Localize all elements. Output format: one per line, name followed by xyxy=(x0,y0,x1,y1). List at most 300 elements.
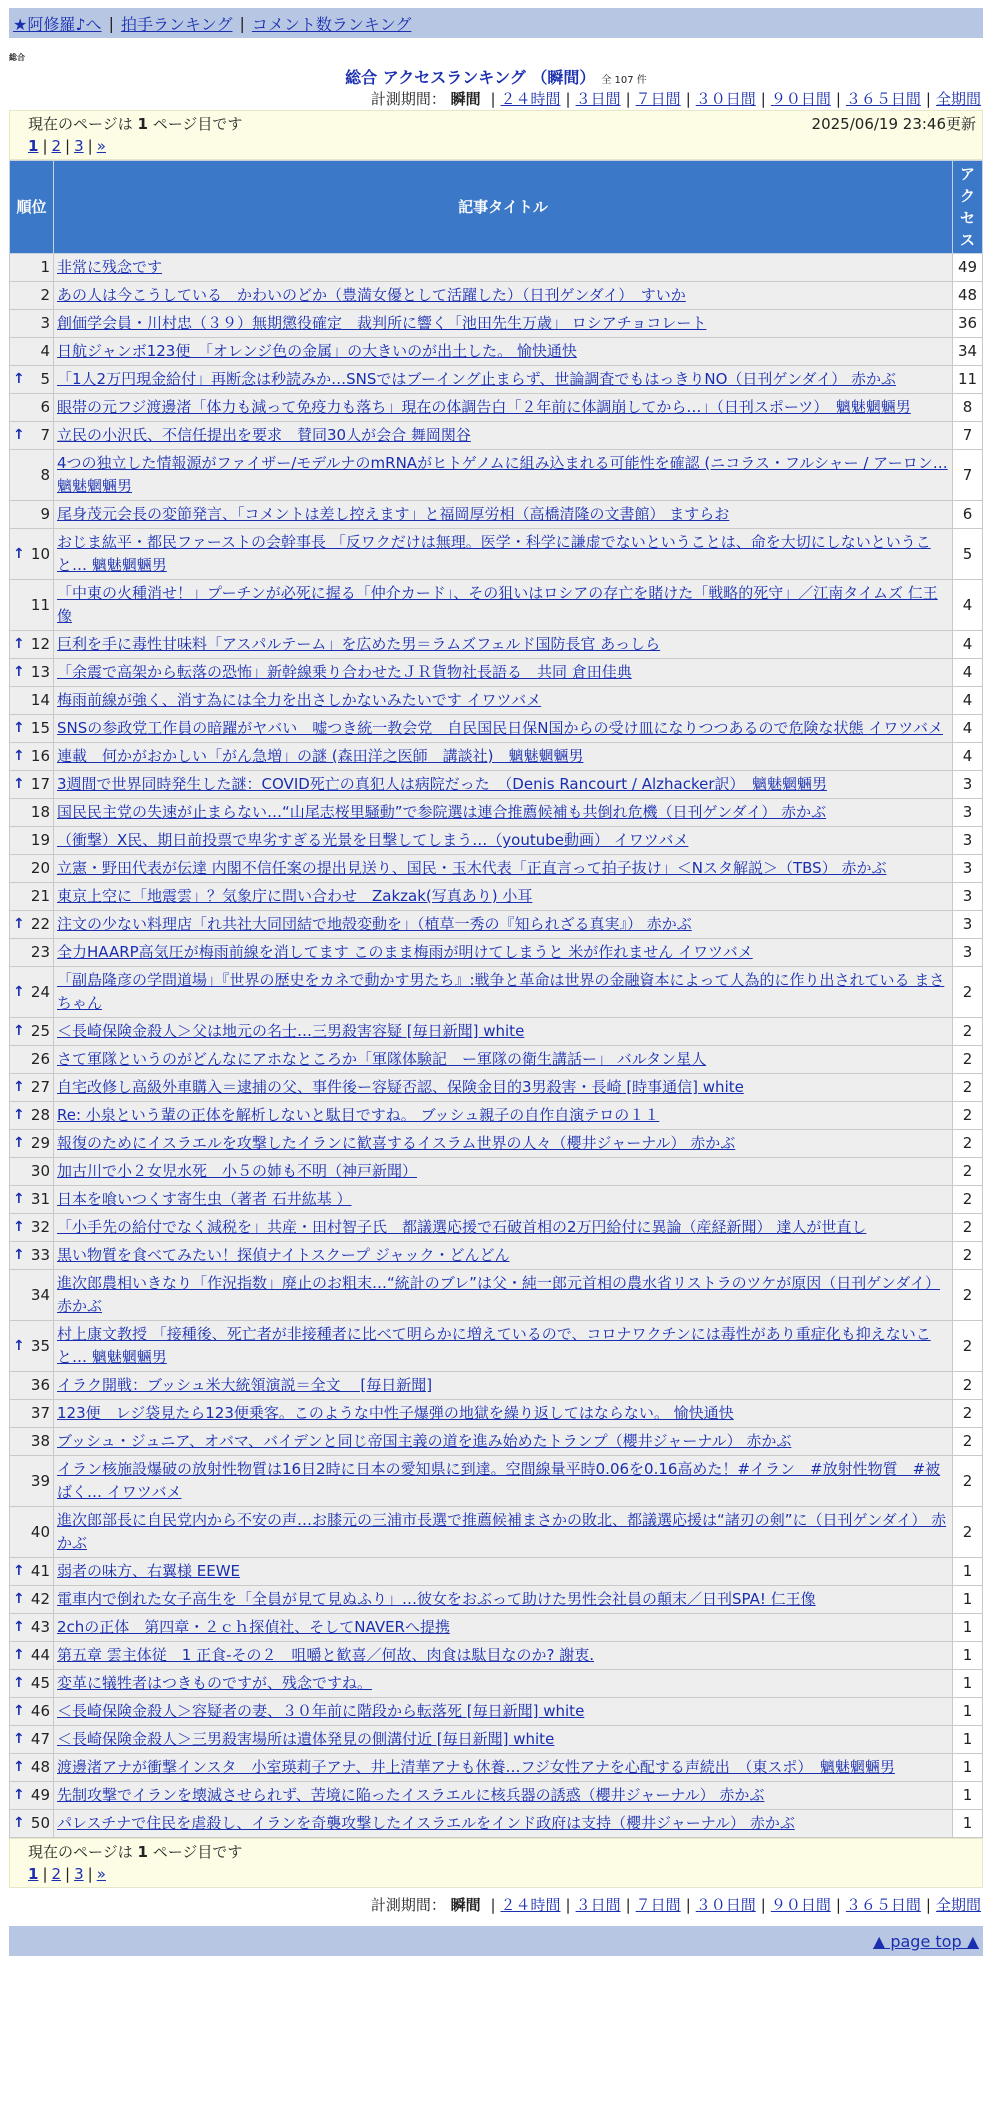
article-title-link[interactable]: 日本を喰いつくす寄生虫（著者 石井紘基 ） xyxy=(57,1190,352,1208)
rank-cell xyxy=(10,1018,54,1046)
table-row xyxy=(10,1158,983,1186)
rank-number: 21 xyxy=(30,887,50,905)
rank-cell xyxy=(10,1558,54,1586)
rank-number: 40 xyxy=(30,1522,50,1541)
title-cell xyxy=(54,422,953,450)
rank-up-arrow-icon: ↑ xyxy=(13,1247,25,1263)
table-row xyxy=(10,631,983,659)
title-cell xyxy=(54,743,953,771)
article-title-link[interactable]: 自宅改修し高級外車購入＝逮捕の父、事件後ー容疑否認、保険金目的3男殺害・長崎 [時事通信] white xyxy=(57,1078,744,1096)
rank-up-arrow-icon: ↑ xyxy=(13,983,25,1000)
applause-ranking-link[interactable]: 拍手ランキング xyxy=(120,14,233,34)
access-count: 2 xyxy=(953,1046,983,1074)
rank-number: 44 xyxy=(30,1646,50,1664)
table-row xyxy=(10,1698,983,1726)
rank-cell xyxy=(10,1158,54,1186)
ranking-rows xyxy=(10,254,983,1838)
category-label: 総合 xyxy=(9,53,25,62)
table-row xyxy=(10,827,983,855)
article-title-link[interactable]: おじま紘平・都民ファーストの会幹事長 「反ワクだけは無理。医学・科学に謙虚でないということは、命を大切にしないということ… 魑魅魍魎男 xyxy=(57,533,931,574)
rank-cell xyxy=(10,883,54,911)
title-cell xyxy=(54,1586,953,1614)
rank-number: 19 xyxy=(30,831,50,849)
page-info-bottom xyxy=(9,1838,983,1888)
rank-up-arrow-icon: ↑ xyxy=(13,1647,25,1663)
title-cell xyxy=(54,967,953,1018)
article-title-link[interactable]: 「余震で高架から転落の恐怖」新幹線乗り合わせたＪＲ貨物社長語る 共同 倉田佳典 xyxy=(57,663,632,681)
access-count: 48 xyxy=(953,282,983,310)
period-current: 瞬間 xyxy=(450,90,481,108)
article-title-link[interactable]: 東京上空に「地震雲」？気象庁に問い合わせ Zakzak(写真あり) 小耳 xyxy=(57,887,533,905)
article-title-link[interactable]: 「小手先の給付でなく減税を」共産・田村智子氏 都議選応援で石破首相の2万円給付に異論（産経新聞） 達人が世直し xyxy=(57,1218,867,1236)
rank-up-arrow-icon: ↑ xyxy=(13,1219,25,1235)
rank-up-arrow-icon: ↑ xyxy=(13,664,25,680)
access-count: 2 xyxy=(953,1186,983,1214)
title-cell xyxy=(54,1018,953,1046)
title-cell xyxy=(54,1074,953,1102)
access-count: 3 xyxy=(953,827,983,855)
table-row xyxy=(10,338,983,366)
article-title-link[interactable]: 連載 何かがおかしい「がん急増」の謎 (森田洋之医師 講談社) 魑魅魍魎男 xyxy=(57,747,584,765)
title-cell xyxy=(54,1726,953,1754)
period-option-link[interactable]: ７日間 xyxy=(635,1896,681,1914)
rank-cell xyxy=(10,1130,54,1158)
home-link[interactable]: ★阿修羅♪へ xyxy=(13,14,102,34)
article-title-link[interactable]: 非常に残念です xyxy=(57,258,163,276)
article-title-link[interactable]: 第五章 雲主体従 1 正食-その２ 咀嚼と歓喜／何故、肉食は駄目なのか? 謝衷. xyxy=(57,1646,594,1664)
table-row xyxy=(10,1372,983,1400)
access-count: 3 xyxy=(953,855,983,883)
header-rank: 順位 xyxy=(10,161,54,254)
access-count: 1 xyxy=(953,1614,983,1642)
rank-number: 11 xyxy=(30,595,50,614)
access-count: 3 xyxy=(953,883,983,911)
rank-cell xyxy=(10,1074,54,1102)
table-row xyxy=(10,911,983,939)
article-title-link[interactable]: 黒い物質を食べてみたい！探偵ナイトスクープ ジャック・どんどん xyxy=(57,1246,510,1264)
period-current: 瞬間 xyxy=(450,1896,481,1914)
period-separator: | xyxy=(625,1896,631,1914)
title-cell xyxy=(54,338,953,366)
access-count: 2 xyxy=(953,1242,983,1270)
rank-cell xyxy=(10,659,54,687)
article-title-link[interactable]: 2chの正体 第四章・２ｃｈ探偵社、そしてNAVERへ提携 xyxy=(57,1618,450,1636)
rank-cell xyxy=(10,394,54,422)
article-title-link[interactable]: 弱者の味方、右翼様 EEWE xyxy=(57,1562,241,1580)
period-option-link[interactable]: ３０日間 xyxy=(695,1896,756,1914)
period-separator: | xyxy=(565,1896,571,1914)
access-count: 49 xyxy=(953,254,983,282)
article-title-link[interactable]: 変革に犠牲者はつきものですが、残念ですね。 xyxy=(57,1674,373,1692)
pager-bottom xyxy=(28,1863,976,1885)
rank-number: 34 xyxy=(30,1285,50,1304)
rank-up-arrow-icon: ↑ xyxy=(13,1703,25,1719)
rank-number: 24 xyxy=(30,982,50,1001)
period-option-link[interactable]: ３日間 xyxy=(575,1896,621,1914)
rank-number: 38 xyxy=(30,1432,50,1450)
period-separator: | xyxy=(490,90,496,108)
title-cell xyxy=(54,687,953,715)
access-count: 4 xyxy=(953,743,983,771)
pager-separator: | xyxy=(65,1865,71,1883)
title-cell xyxy=(54,1558,953,1586)
ranking-count: 全 107 件 xyxy=(601,75,647,86)
period-label: 計測期間： xyxy=(370,90,446,108)
article-title-link[interactable]: 4つの独立した情報源がファイザー/モデルナのmRNAがヒトゲノムに組み込まれる可能性を確認 (ニコラス・フルシャー / アーロン… 魑魅魍魎男 xyxy=(57,454,948,495)
table-row xyxy=(10,1456,983,1507)
access-count: 2 xyxy=(953,1456,983,1507)
table-row xyxy=(10,1074,983,1102)
rank-cell xyxy=(10,771,54,799)
pager-top xyxy=(28,135,976,157)
article-title-link[interactable]: ＜長崎保険金殺人＞容疑者の妻、３０年前に階段から転落死 [毎日新聞] white xyxy=(57,1702,585,1720)
pager-page-link[interactable]: 3 xyxy=(74,1865,84,1883)
rank-cell xyxy=(10,1586,54,1614)
ranking-title xyxy=(9,68,983,88)
access-count: 1 xyxy=(953,1670,983,1698)
table-row xyxy=(10,1102,983,1130)
access-count: 8 xyxy=(953,394,983,422)
article-title-link[interactable]: 立憲・野田代表が伝達 内閣不信任案の提出見送り、国民・玉木代表「正直言って拍子抜け」＜Nスタ解説＞（TBS） 赤かぶ xyxy=(57,859,887,877)
ranking-title-text: 総合 アクセスランキング （瞬間） xyxy=(345,68,596,87)
access-count: 1 xyxy=(953,1810,983,1838)
rank-number: 18 xyxy=(30,803,50,821)
rank-number: 42 xyxy=(30,1590,50,1608)
rank-cell xyxy=(10,1400,54,1428)
rank-up-arrow-icon: ↑ xyxy=(13,371,25,387)
access-count: 2 xyxy=(953,1372,983,1400)
rank-number: 26 xyxy=(30,1050,50,1068)
header-title: 記事タイトル xyxy=(54,161,953,254)
rank-number: 43 xyxy=(30,1618,50,1636)
nav-separator: | xyxy=(239,13,245,33)
title-cell xyxy=(54,1242,953,1270)
article-title-link[interactable]: 眼帯の元フジ渡邊渚「体力も減って免疫力も落ち」現在の体調告白「２年前に体調崩してから…」（日刊スポーツ） 魑魅魍魎男 xyxy=(57,398,911,416)
period-options xyxy=(485,1896,981,1914)
rank-cell xyxy=(10,715,54,743)
title-cell xyxy=(54,1456,953,1507)
pager-separator: | xyxy=(87,137,93,155)
title-cell xyxy=(54,366,953,394)
article-title-link[interactable]: 電車内で倒れた女子高生を「全員が見て見ぬふり」…彼女をおぶって助けた男性会社員の顛末／日刊SPA! 仁王像 xyxy=(57,1590,816,1608)
period-option-link[interactable]: ３６５日間 xyxy=(845,1896,921,1914)
period-option-link[interactable]: ３６５日間 xyxy=(845,90,921,108)
rank-number: 37 xyxy=(30,1404,50,1422)
rank-number: 1 xyxy=(40,258,50,276)
table-row xyxy=(10,743,983,771)
period-option-link[interactable]: ７日間 xyxy=(635,90,681,108)
article-title-link[interactable]: 進次郎農相いきなり「作況指数」廃止のお粗末…“統計のブレ”は父・純一郎元首相の農水省リストラのツケが原因（日刊ゲンダイ） 赤かぶ xyxy=(57,1274,940,1315)
rank-number: 3 xyxy=(40,314,50,332)
rank-cell xyxy=(10,1614,54,1642)
ranking-table xyxy=(9,160,983,1838)
title-cell xyxy=(54,827,953,855)
article-title-link[interactable]: （衝撃）X民、期日前投票で卑劣すぎる光景を目撃してしまう…（youtube動画） イワツバメ xyxy=(57,831,689,849)
title-cell xyxy=(54,450,953,501)
rank-cell xyxy=(10,338,54,366)
table-row xyxy=(10,394,983,422)
article-title-link[interactable]: 「1人2万円現金給付」再断念は秒読みか…SNSではブーイング止まらず、世論調査でもはっきりNO（日刊ゲンダイ） 赤かぶ xyxy=(57,370,897,388)
article-title-link[interactable]: 報復のためにイスラエルを攻撃したイランに歓喜するイスラム世界の人々（櫻井ジャーナル） 赤かぶ xyxy=(57,1134,736,1152)
article-title-link[interactable]: あの人は今こうしている かわいのどか（豊満女優として活躍した）（日刊ゲンダイ） すいか xyxy=(57,286,686,304)
article-title-link[interactable]: 123便 レジ袋見たら123便乗客。このような中性子爆弾の地獄を繰り返してはならない。 愉快通快 xyxy=(57,1404,734,1422)
rank-cell xyxy=(10,799,54,827)
period-option-link[interactable]: ９０日間 xyxy=(770,90,831,108)
rank-up-arrow-icon: ↑ xyxy=(13,427,25,443)
title-cell xyxy=(54,631,953,659)
period-separator: | xyxy=(925,90,931,108)
table-row xyxy=(10,1400,983,1428)
rank-cell xyxy=(10,911,54,939)
rank-number: 33 xyxy=(30,1246,50,1264)
title-cell xyxy=(54,659,953,687)
pager-page-link[interactable]: 1 xyxy=(28,137,39,155)
period-separator: | xyxy=(490,1896,496,1914)
article-title-link[interactable]: 尾身茂元会長の変節発言、「コメントは差し控えます」と福岡厚労相（高橋清隆の文書館） ますらお xyxy=(57,505,730,523)
rank-cell xyxy=(10,254,54,282)
table-row xyxy=(10,1428,983,1456)
rank-up-arrow-icon: ↑ xyxy=(13,1675,25,1691)
rank-cell xyxy=(10,1726,54,1754)
top-nav-bar xyxy=(9,8,983,38)
title-cell xyxy=(54,1046,953,1074)
rank-cell xyxy=(10,529,54,580)
access-count: 1 xyxy=(953,1754,983,1782)
access-count: 4 xyxy=(953,687,983,715)
table-row xyxy=(10,580,983,631)
article-title-link[interactable]: ブッシュ・ジュニア、オバマ、バイデンと同じ帝国主義の道を進み始めたトランプ（櫻井ジャーナル） 赤かぶ xyxy=(57,1432,792,1450)
access-count: 2 xyxy=(953,967,983,1018)
period-option-link[interactable]: 全期間 xyxy=(935,1896,981,1914)
table-row xyxy=(10,1782,983,1810)
rank-cell xyxy=(10,1428,54,1456)
article-title-link[interactable]: 創価学会員・川村忠（３９）無期懲役確定 裁判所に響く「池田先生万歳」 ロシアチョコレート xyxy=(57,314,707,332)
article-title-link[interactable]: 梅雨前線が強く、消す為には全力を出さしかないみたいです イワツバメ xyxy=(57,691,542,709)
article-title-link[interactable]: パレスチナで住民を虐殺し、イランを奇襲攻撃したイスラエルをインド政府は支持（櫻井ジャーナル） 赤かぶ xyxy=(57,1814,795,1832)
updated-timestamp: 2025/06/19 23:46更新 xyxy=(811,115,976,133)
rank-number: 35 xyxy=(30,1336,50,1355)
article-title-link[interactable]: 注文の少ない料理店「れ共社大同団結で地殻変動を」（植草一秀の『知られざる真実』） 赤かぶ xyxy=(57,915,692,933)
rank-cell xyxy=(10,1698,54,1726)
rank-up-arrow-icon: ↑ xyxy=(13,1191,25,1207)
access-count: 34 xyxy=(953,338,983,366)
table-row xyxy=(10,883,983,911)
article-title-link[interactable]: Re: 小泉という輩の正体を解析しないと駄目ですね。 ブッシュ親子の自作自演テロの１１ xyxy=(57,1106,660,1124)
access-count: 1 xyxy=(953,1558,983,1586)
period-option-link[interactable]: ３日間 xyxy=(575,90,621,108)
pager-page-link[interactable]: 3 xyxy=(74,137,84,155)
rank-number: 48 xyxy=(30,1758,50,1776)
title-cell xyxy=(54,799,953,827)
rank-cell xyxy=(10,631,54,659)
article-title-link[interactable]: ＜長崎保険金殺人＞父は地元の名士…三男殺害容疑 [毎日新聞] white xyxy=(57,1022,525,1040)
access-count: 7 xyxy=(953,422,983,450)
period-option-link[interactable]: ９０日間 xyxy=(770,1896,831,1914)
rank-up-arrow-icon: ↑ xyxy=(13,1107,25,1123)
article-title-link[interactable]: 先制攻撃でイランを壊滅させられず、苦境に陥ったイスラエルに核兵器の誘惑（櫻井ジャーナル） 赤かぶ xyxy=(57,1786,765,1804)
pager-separator: | xyxy=(87,1865,93,1883)
access-count: 2 xyxy=(953,1428,983,1456)
title-cell xyxy=(54,1428,953,1456)
rank-cell xyxy=(10,422,54,450)
access-count: 2 xyxy=(953,1074,983,1102)
title-cell xyxy=(54,1810,953,1838)
rank-number: 36 xyxy=(30,1376,50,1394)
table-row xyxy=(10,529,983,580)
access-count: 2 xyxy=(953,1507,983,1558)
rank-number: 22 xyxy=(30,915,50,933)
article-title-link[interactable]: 「中東の火種消せ！」プーチンが必死に握る「仲介カード」、その狙いはロシアの存亡を賭けた「戦略的死守」／江南タイムズ 仁王像 xyxy=(57,584,938,625)
rank-number: 12 xyxy=(30,635,50,653)
access-count: 1 xyxy=(953,1726,983,1754)
article-title-link[interactable]: 「副島隆彦の学問道場」『世界の歴史をカネで動かす男たち』:戦争と革命は世界の金融資本によって人為的に作り出されている まさちゃん xyxy=(57,971,945,1012)
period-option-link[interactable]: ２４時間 xyxy=(500,1896,561,1914)
access-count: 36 xyxy=(953,310,983,338)
access-count: 2 xyxy=(953,1400,983,1428)
article-title-link[interactable]: 巨利を手に毒性甘味料「アスパルテーム」を広めた男＝ラムズフェルド国防長官 あっしら xyxy=(57,635,661,653)
rank-number: 13 xyxy=(30,663,50,681)
title-cell xyxy=(54,1372,953,1400)
pager-separator: | xyxy=(65,137,71,155)
article-title-link[interactable]: 加古川で小２女児水死 小５の姉も不明（神戸新聞） xyxy=(57,1162,418,1180)
table-row xyxy=(10,1214,983,1242)
rank-number: 41 xyxy=(30,1562,50,1580)
access-count: 1 xyxy=(953,1586,983,1614)
rank-up-arrow-icon: ↑ xyxy=(13,545,25,562)
access-count: 3 xyxy=(953,771,983,799)
rank-up-arrow-icon: ↑ xyxy=(13,1563,25,1579)
access-count: 3 xyxy=(953,911,983,939)
table-row xyxy=(10,1642,983,1670)
rank-up-arrow-icon: ↑ xyxy=(13,748,25,764)
title-cell xyxy=(54,883,953,911)
period-option-link[interactable]: 全期間 xyxy=(935,90,981,108)
period-option-link[interactable]: ３０日間 xyxy=(695,90,756,108)
rank-up-arrow-icon: ↑ xyxy=(13,1337,25,1354)
rank-number: 27 xyxy=(30,1078,50,1096)
rank-cell xyxy=(10,1321,54,1372)
period-separator: | xyxy=(835,1896,841,1914)
rank-up-arrow-icon: ↑ xyxy=(13,1591,25,1607)
table-row xyxy=(10,1321,983,1372)
access-count: 2 xyxy=(953,1270,983,1321)
title-cell xyxy=(54,1507,953,1558)
pager-page-link[interactable]: 1 xyxy=(28,1865,39,1883)
pager-page-link[interactable]: 2 xyxy=(51,137,62,155)
table-row xyxy=(10,939,983,967)
pager-page-link[interactable]: 2 xyxy=(51,1865,62,1883)
rank-up-arrow-icon: ↑ xyxy=(13,1815,25,1831)
table-row xyxy=(10,1558,983,1586)
article-title-link[interactable]: 3週間で世界同時発生した謎：COVID死亡の真犯人は病院だった （Denis Rancourt / Alzhacker訳） 魑魅魍魎男 xyxy=(57,775,827,793)
article-title-link[interactable]: イラン核施設爆破の放射性物質は16日2時に日本の愛知県に到達。空間線量平時0.06を0.16高めた！#イラン #放射性物質 #被ばく… イワツバメ xyxy=(57,1460,941,1501)
article-title-link[interactable]: 村上康文教授 「接種後、死亡者が非接種者に比べて明らかに増えているので、コロナワクチンには毒性があり重症化も抑えないこと… 魑魅魍魎男 xyxy=(57,1325,931,1366)
period-separator: | xyxy=(625,90,631,108)
pager-next-link[interactable]: » xyxy=(96,137,106,155)
title-cell xyxy=(54,1270,953,1321)
rank-up-arrow-icon: ↑ xyxy=(13,1787,25,1803)
article-title-link[interactable]: 全力HAARP高気圧が梅雨前線を消してます このまま梅雨が明けてしまうと 米が作れません イワツバメ xyxy=(57,943,753,961)
title-cell xyxy=(54,580,953,631)
rank-up-arrow-icon: ↑ xyxy=(13,1079,25,1095)
pager-next-link[interactable]: » xyxy=(96,1865,106,1883)
access-count: 4 xyxy=(953,715,983,743)
access-count: 3 xyxy=(953,939,983,967)
access-count: 2 xyxy=(953,1158,983,1186)
access-count: 2 xyxy=(953,1321,983,1372)
article-title-link[interactable]: イラク開戦：ブッシュ米大統領演説＝全文 [毎日新聞] xyxy=(57,1376,433,1394)
title-cell xyxy=(54,310,953,338)
article-title-link[interactable]: 国民民主党の失速が止まらない…“山尾志桜里騒動”で参院選は連合推薦候補も共倒れ危機（日刊ゲンダイ） 赤かぶ xyxy=(57,803,827,821)
rank-up-arrow-icon: ↑ xyxy=(13,1731,25,1747)
rank-number: 7 xyxy=(40,426,50,444)
title-cell xyxy=(54,1642,953,1670)
access-count: 7 xyxy=(953,450,983,501)
title-cell xyxy=(54,394,953,422)
article-title-link[interactable]: SNSの参政党工作員の暗躍がヤバい 嘘つき統一教会党 自民国民日保N国からの受け皿になりつつあるので危険な状態 イワツバメ xyxy=(57,719,943,737)
rank-up-arrow-icon: ↑ xyxy=(13,636,25,652)
article-title-link[interactable]: ＜長崎保険金殺人＞三男殺害場所は遺体発見の側溝付近 [毎日新聞] white xyxy=(57,1730,555,1748)
current-page-text-bottom: 現在のページは 1 ページ目です xyxy=(28,1843,243,1861)
article-title-link[interactable]: 立民の小沢氏、不信任提出を要求 賛同30人が会合 舞岡関谷 xyxy=(57,426,471,444)
table-row xyxy=(10,1586,983,1614)
comment-ranking-link[interactable]: コメント数ランキング xyxy=(251,14,412,34)
title-cell xyxy=(54,1186,953,1214)
access-count: 1 xyxy=(953,1698,983,1726)
access-count: 4 xyxy=(953,659,983,687)
rank-number: 47 xyxy=(30,1730,50,1748)
rank-cell xyxy=(10,939,54,967)
title-cell xyxy=(54,1782,953,1810)
table-row xyxy=(10,1810,983,1838)
footer-bar xyxy=(9,1926,983,1956)
article-title-link[interactable]: さて軍隊というのがどんなにアホなところか「軍隊体験記 ー軍隊の衛生講話ー」 バルタン星人 xyxy=(57,1050,707,1068)
rank-number: 29 xyxy=(30,1134,50,1152)
table-row xyxy=(10,1046,983,1074)
rank-cell xyxy=(10,1242,54,1270)
rank-cell xyxy=(10,1810,54,1838)
table-row xyxy=(10,422,983,450)
rank-number: 17 xyxy=(30,775,50,793)
table-row xyxy=(10,1670,983,1698)
title-cell xyxy=(54,254,953,282)
rank-cell xyxy=(10,1270,54,1321)
period-separator: | xyxy=(925,1896,931,1914)
table-row xyxy=(10,1614,983,1642)
header-access: アクセス xyxy=(953,161,983,254)
rank-cell xyxy=(10,1456,54,1507)
article-title-link[interactable]: 渡邊渚アナが衝撃インスタ 小室瑛莉子アナ、井上清華アナも休養…フジ女性アナを心配する声続出 （東スポ） 魑魅魍魎男 xyxy=(57,1758,895,1776)
rank-number: 6 xyxy=(40,398,50,416)
rank-number: 10 xyxy=(30,544,50,563)
table-row xyxy=(10,659,983,687)
title-cell xyxy=(54,911,953,939)
period-label: 計測期間： xyxy=(370,1896,446,1914)
table-row xyxy=(10,715,983,743)
page-top-link[interactable]: ▲ page top ▲ xyxy=(872,1931,979,1951)
title-cell xyxy=(54,1214,953,1242)
period-option-link[interactable]: ２４時間 xyxy=(500,90,561,108)
rank-cell xyxy=(10,827,54,855)
title-cell xyxy=(54,1321,953,1372)
rank-number: 49 xyxy=(30,1786,50,1804)
rank-cell xyxy=(10,743,54,771)
rank-up-arrow-icon: ↑ xyxy=(13,1619,25,1635)
title-cell xyxy=(54,1130,953,1158)
article-title-link[interactable]: 日航ジャンボ123便 「オレンジ色の金属」の大きいのが出土した。 愉快通快 xyxy=(57,342,577,360)
article-title-link[interactable]: 進次郎部長に自民党内から不安の声…お膝元の三浦市長選で推薦候補まさかの敗北、都議選応援は“諸刃の剣”に（日刊ゲンダイ） 赤かぶ xyxy=(57,1511,947,1552)
rank-number: 28 xyxy=(30,1106,50,1124)
